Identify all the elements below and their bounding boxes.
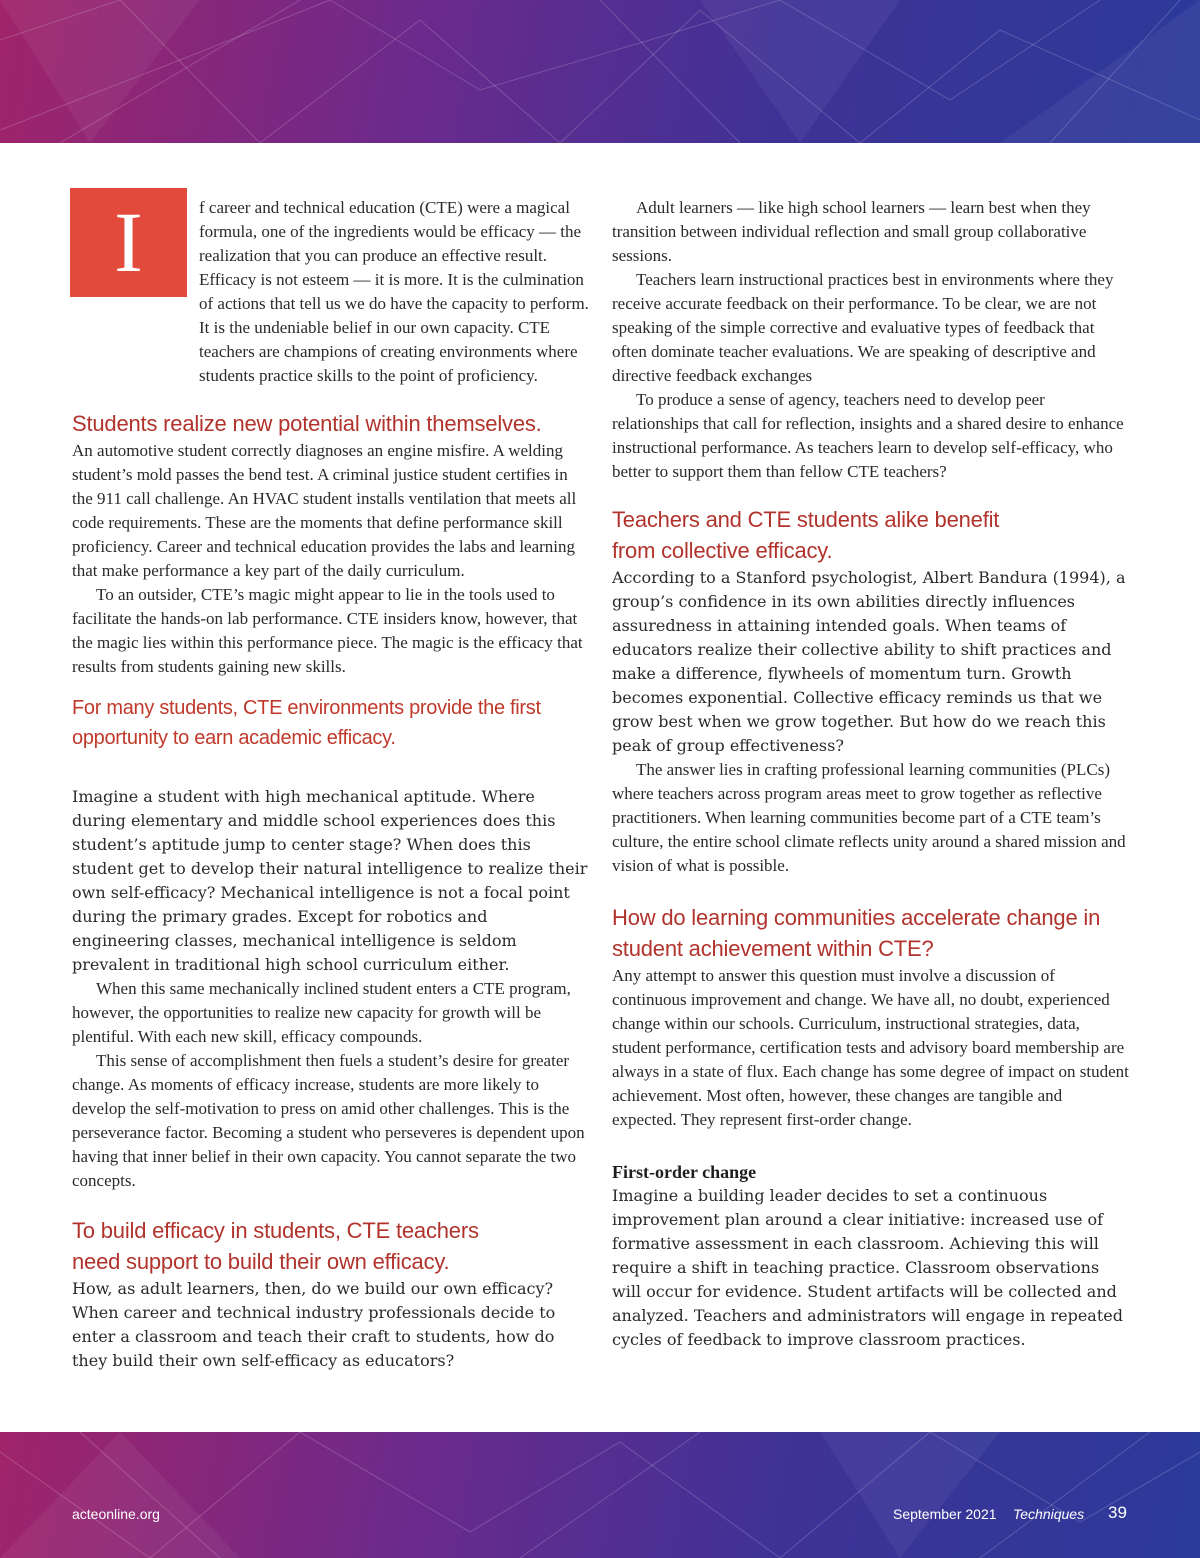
footer-magazine-name: Techniques bbox=[1013, 1506, 1085, 1522]
footer-website[interactable]: acteonline.org bbox=[72, 1506, 160, 1522]
heading-build-efficacy: To build efficacy in students, CTE teachers need support to build their own efficacy. bbox=[72, 1218, 479, 1274]
paragraph-outsider: To an outsider, CTE’s magic might appear to lie in the tools used to facilitate the hands-on lab performance. CTE insiders know, however, that the magic lies within this performance piece. The magic is the efficacy that results from students gaining new skills. bbox=[72, 585, 583, 676]
top-decorative-band bbox=[0, 0, 1200, 143]
bottom-decorative-band bbox=[0, 1432, 1200, 1558]
heading-learning-communities: How do learning communities accelerate change in student achievement within CTE? bbox=[612, 905, 1101, 961]
paragraph-continuous-improvement: Any attempt to answer this question must involve a discussion of continuous improvement and change. We have all, no doubt, experienced change within our schools. Curriculum, instructional strategies, data, student performance, certification tests and advisory board membership are always in a state of flux. Each change has some degree of impact on student achievement. Most often, however, these changes are tangible and expected. They represent first-order change. bbox=[612, 966, 1129, 1129]
right-column bbox=[612, 196, 1130, 1352]
intro-paragraph: f career and technical education (CTE) were a magical formula, one of the ingredients would be efficacy — the realization that you can produce an effective result. Efficacy is not esteem — it is more. It is the culmination of actions that tell us we do have the capacity to perform. It is the undeniable belief in our own capacity. CTE teachers are champions of creating environments where students practice skills to the point of proficiency. bbox=[199, 198, 589, 385]
paragraph-stanford: According to a Stanford psychologist, Albert Bandura (1994), a group’s confidence in its own abilities directly influences assuredness in attaining intended goals. When teams of educators realize their collective ability to shift practices and make a difference, flywheels of momentum turn. Growth becomes exponential. Collective efficacy reminds us that we grow best when we grow together. But how do we reach this peak of group effectiveness? bbox=[612, 568, 1126, 755]
paragraph-adult-learners: Adult learners — like high school learners — learn best when they transition between individual reflection and small group collaborative sessions. bbox=[612, 198, 1091, 265]
footer-page-number: 39 bbox=[1108, 1503, 1127, 1522]
paragraph-plcs: The answer lies in crafting professional learning communities (PLCs) where teachers across program areas meet to grow together as reflective practitioners. When learning communities become part of a CTE team’s culture, the entire school climate reflects unity around a shared mission and vision of what is possible. bbox=[612, 760, 1126, 875]
paragraph-feedback: Teachers learn instructional practices best in environments where they receive accurate feedback on their performance. To be clear, we are not speaking of the simple corrective and evaluative types of feedback that often dominate teacher evaluations. We are speaking of descriptive and directive feedback exchanges bbox=[612, 270, 1114, 385]
footer-issue-date: September 2021 bbox=[893, 1506, 997, 1522]
paragraph-mechanically-inclined: When this same mechanically inclined student enters a CTE program, however, the opportunities to realize new capacity for growth will be plentiful. With each new skill, efficacy compounds. bbox=[72, 979, 571, 1046]
geometric-pattern-top bbox=[0, 0, 1200, 143]
paragraph-adult-learners-question: How, as adult learners, then, do we build our own efficacy? When career and technical industry professionals decide to enter a classroom and teach their craft to students, how do they build their own self-efficacy as educators? bbox=[72, 1279, 556, 1370]
paragraph-agency: To produce a sense of agency, teachers need to develop peer relationships that call for reflection, insights and a shared desire to enhance instructional performance. As teachers learn to develop self-efficacy, who better to support them than fellow CTE teachers? bbox=[612, 390, 1124, 481]
left-column bbox=[72, 196, 589, 1373]
paragraph-imagine-student: Imagine a student with high mechanical aptitude. Where during elementary and middle school experiences does this student’s aptitude jump to center stage? When does this student get to develop their natural intelligence to realize their own self-efficacy? Mechanical intelligence is not a focal point during the primary grades. Except for robotics and engineering classes, mechanical intelligence is seldom prevalent in traditional high school curriculum either. bbox=[72, 787, 588, 974]
subheading-first-opportunity: For many students, CTE environments provide the first opportunity to earn academic efficacy. bbox=[72, 697, 541, 749]
heading-new-potential: Students realize new potential within themselves. bbox=[72, 411, 542, 436]
heading-collective-efficacy: Teachers and CTE students alike benefit from collective efficacy. bbox=[612, 507, 1000, 563]
paragraph-automotive: An automotive student correctly diagnoses an engine misfire. A welding student’s mold passes the bend test. A criminal justice student certifies in the 911 call challenge. An HVAC student installs ventilation that meets all code requirements. These are the moments that define performance skill proficiency. Career and technical education provides the labs and learning that make performance a key part of the daily curriculum. bbox=[72, 441, 577, 580]
paragraph-building-leader: Imagine a building leader decides to set a continuous improvement plan around a clear initiative: increased use of formative assessment in each classroom. Achieving this will require a shift in teaching practice. Classroom observations will occur for evidence. Student artifacts will be collected and analyzed. Teachers and administrators will engage in repeated cycles of feedback to improve classroom practices. bbox=[612, 1186, 1123, 1349]
heading-first-order-change: First-order change bbox=[612, 1162, 757, 1182]
geometric-pattern-bottom bbox=[0, 1432, 1200, 1558]
drop-cap: I bbox=[70, 188, 187, 297]
paragraph-accomplishment: This sense of accomplishment then fuels a student’s desire for greater change. As moments of efficacy increase, students are more likely to develop the self-motivation to press on amid other challenges. This is the perseverance factor. Becoming a student who perseveres is dependent upon having that inner belief in their own capacity. You cannot separate the two concepts. bbox=[72, 1051, 585, 1190]
